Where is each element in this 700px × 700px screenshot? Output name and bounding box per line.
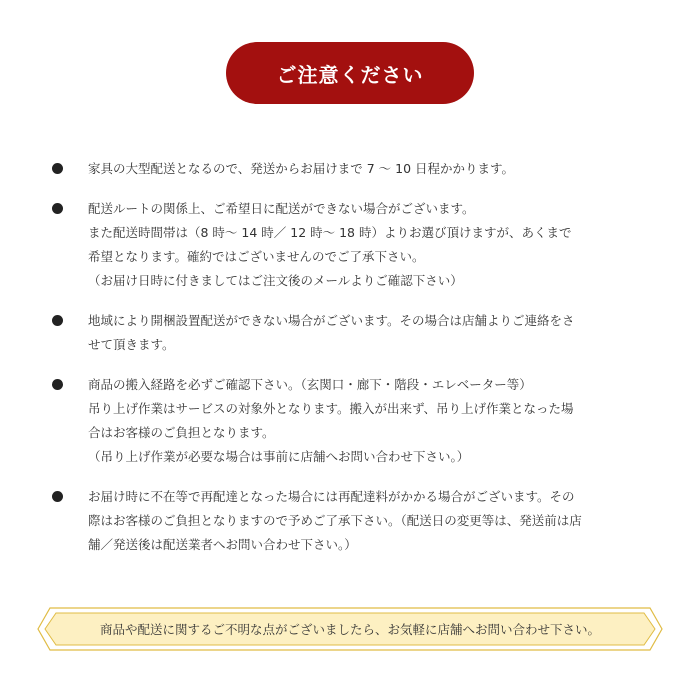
notice-line: お届け時に不在等で再配達となった場合には再配達料がかかる場合がございます。その (88, 489, 575, 504)
header-title: ご注意ください (276, 62, 424, 87)
notice-line: （吊り上げ作業が必要な場合は事前に店舗へお問い合わせ下さい。） (88, 449, 470, 464)
notice-line: 希望となります。確約ではございませんのでご了承下さい。 (88, 249, 425, 264)
notice-line: 際はお客様のご負担となりますので予めご了承下さい。（配送日の変更等は、発送前は店 (88, 513, 582, 528)
bullet-icon (52, 379, 63, 390)
bullet-icon (52, 203, 63, 214)
header-title-pill (226, 42, 474, 104)
bullet-icon (52, 163, 63, 174)
notice-line: せて頂きます。 (88, 337, 175, 352)
notice-line: また配送時間帯は（8 時〜 14 時／ 12 時〜 18 時）よりお選び頂けますが、あくまで (88, 225, 572, 240)
bullet-icon (52, 491, 63, 502)
notice-line: （お届け日時に付きましてはご注文後のメールよりご確認下さい） (88, 273, 463, 288)
bullet-icon (52, 315, 63, 326)
notice-text (88, 309, 666, 357)
notice-line: 商品の搬入経路を必ずご確認下さい。（玄関口・廊下・階段・エレベーター等） (88, 377, 532, 392)
notice-line: 配送ルートの関係上、ご希望日に配送ができない場合がございます。 (88, 201, 475, 216)
notice-text (88, 373, 666, 469)
notice-line: 家具の大型配送となるので、発送からお届けまで 7 〜 10 日程かかります。 (88, 161, 515, 176)
notice-text (88, 485, 666, 557)
notice-line: 吊り上げ作業はサービスの対象外となります。搬入が出来ず、吊り上げ作業となった場 (88, 401, 574, 416)
notice-text (88, 197, 666, 293)
notice-line: 舗／発送後は配送業者へお問い合わせ下さい。） (88, 537, 357, 552)
notice-line: 地域により開梱設置配送ができない場合がございます。その場合は店舗よりご連絡をさ (88, 313, 575, 328)
footer-text: 商品や配送に関するご不明な点がございましたら、お気軽に店舗へお問い合わせ下さい。 (99, 622, 600, 637)
notice-text (88, 157, 666, 181)
notice-line: 合はお客様のご負担となります。 (88, 425, 275, 440)
footer-banner (36, 606, 664, 652)
